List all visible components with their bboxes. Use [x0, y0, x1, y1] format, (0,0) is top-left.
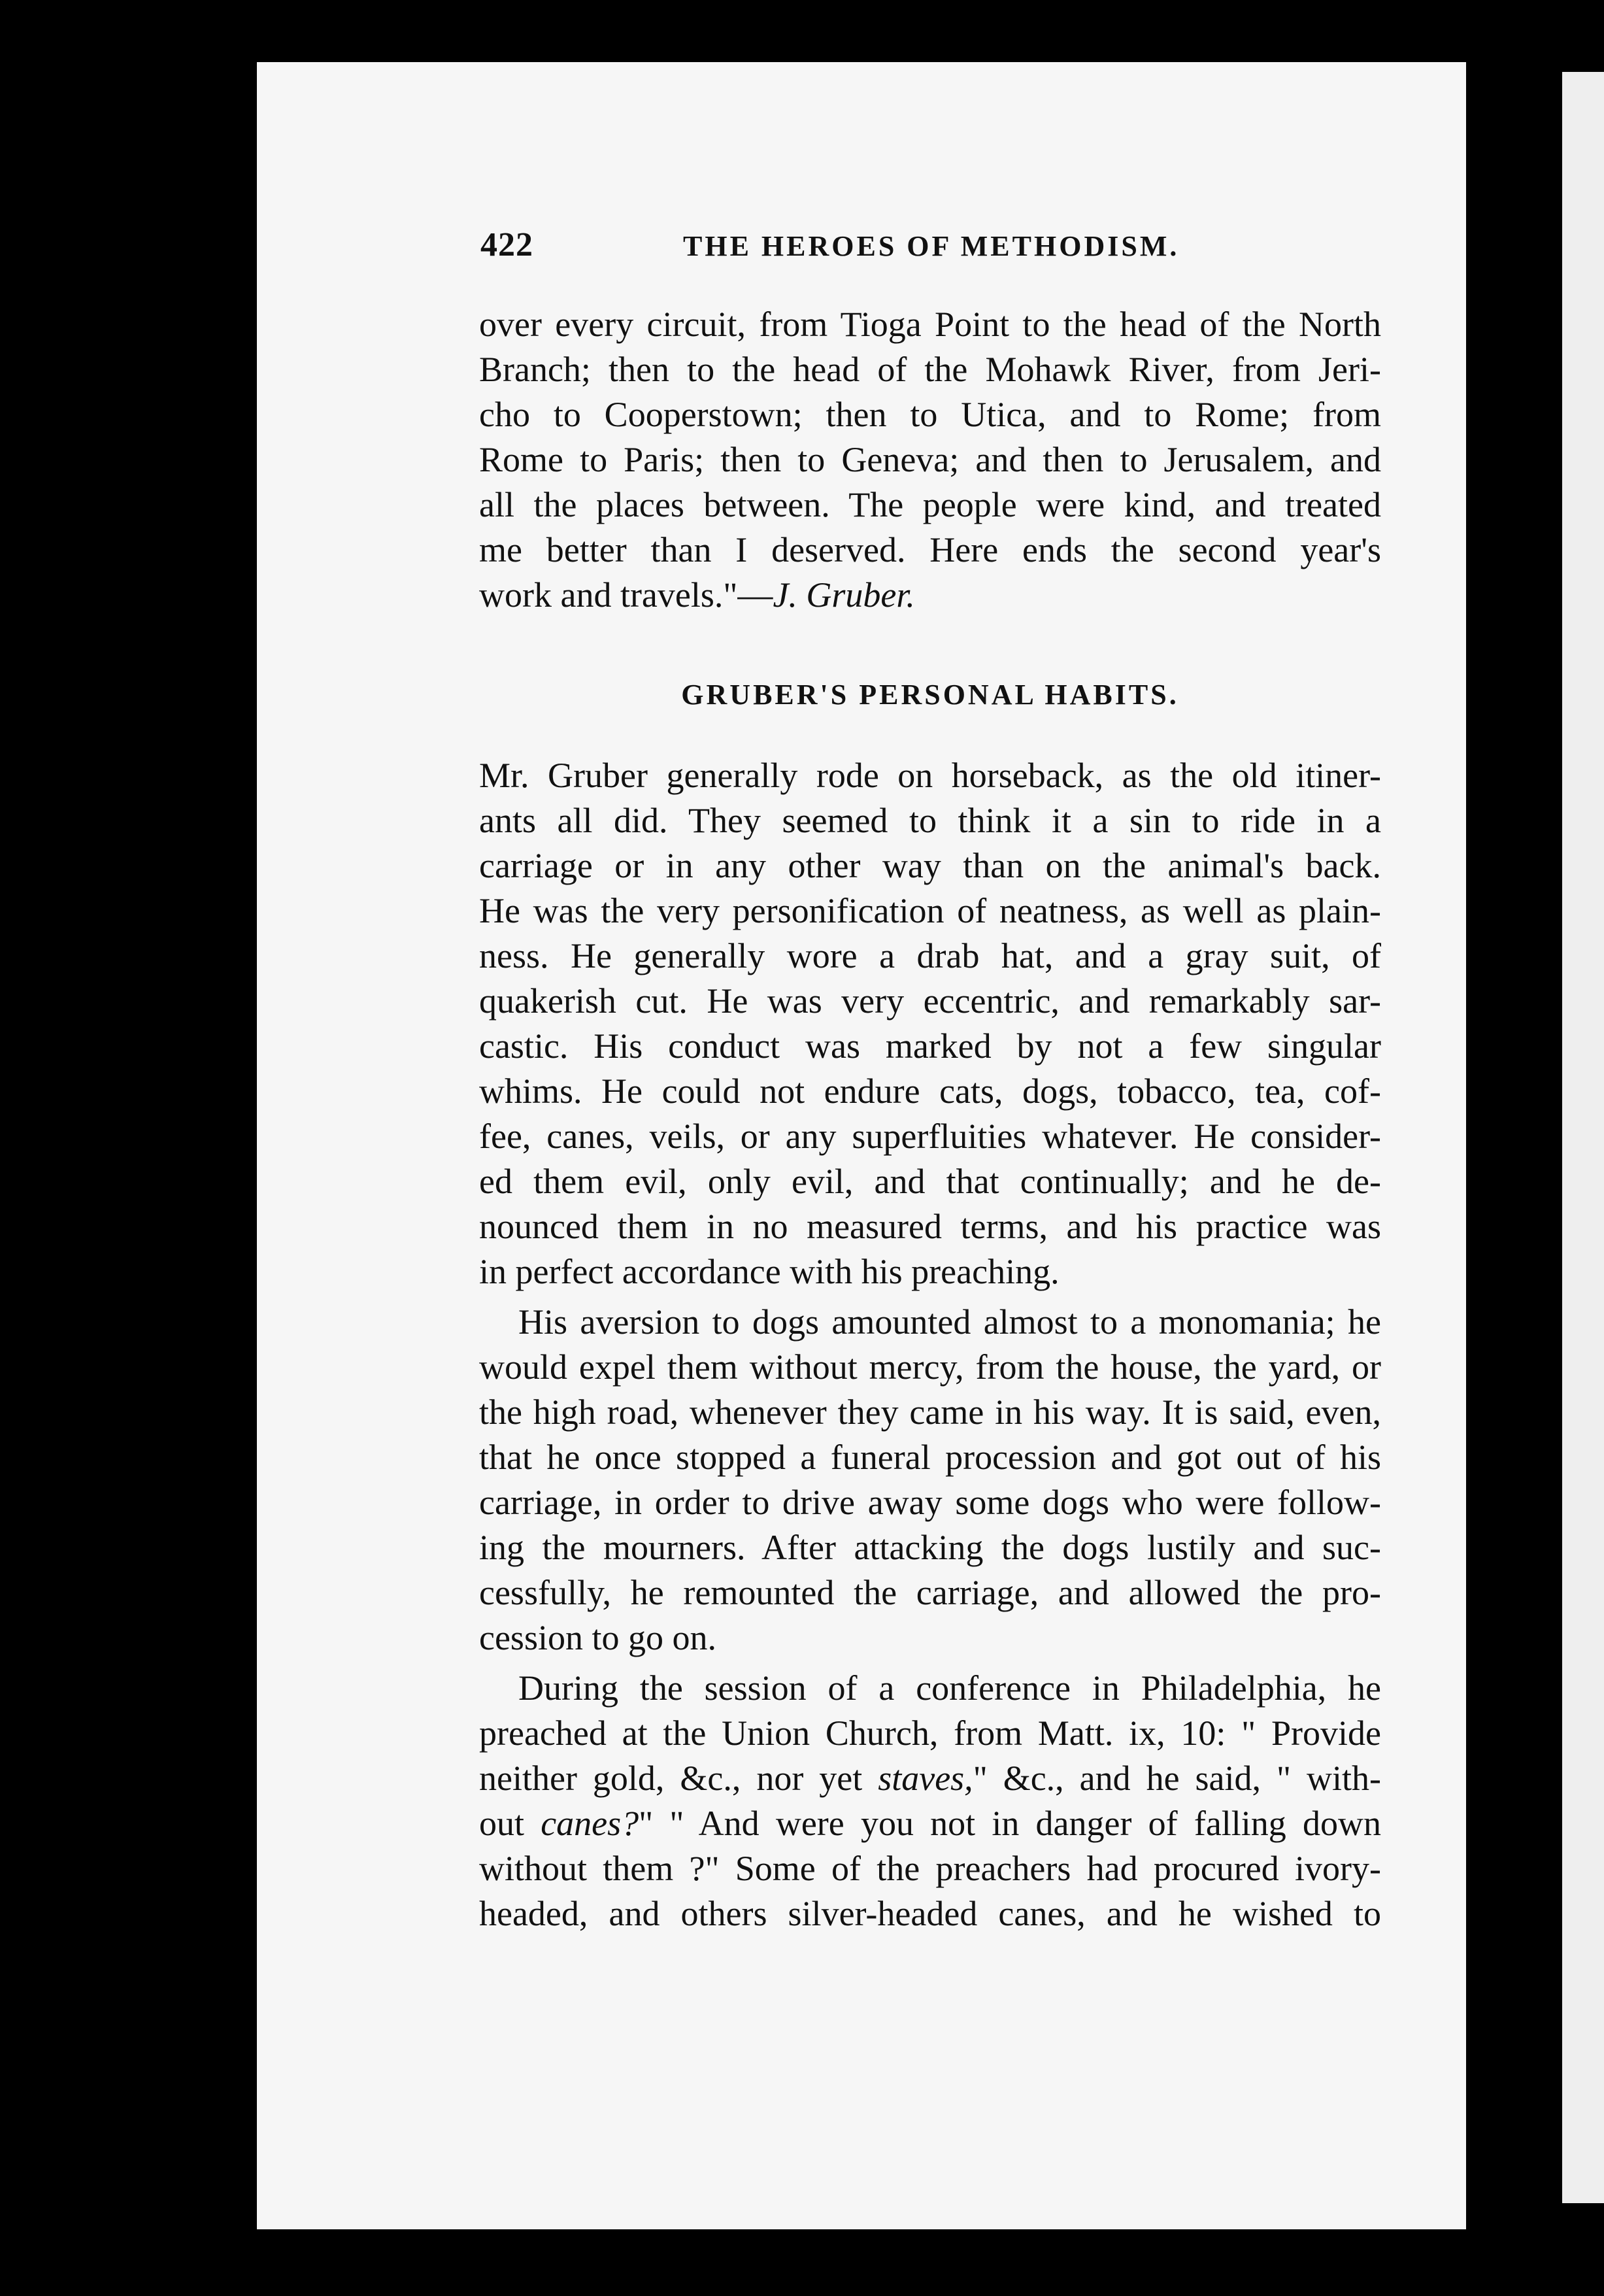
text-line: quakerish cut. He was very eccentric, and remarkably sar- [479, 981, 1381, 1021]
quote-author: J. Gruber. [773, 575, 915, 615]
body-text [479, 302, 1381, 1936]
text-line: headed, and others silver-headed canes, and he wished to [479, 1894, 1381, 1933]
text-line: carriage, in order to drive away some dogs who were follow- [479, 1483, 1381, 1522]
text-line: cessfully, he remounted the carriage, and allowed the pro- [479, 1573, 1381, 1612]
running-title: THE HEROES OF METHODISM. [683, 230, 1180, 262]
text-line: cession to go on. [479, 1618, 716, 1657]
text-line: the high road, whenever they came in his way. It is said, even, [479, 1393, 1381, 1432]
text-line: over every circuit, from Tioga Point to the head of the North [479, 305, 1381, 344]
paragraph-gap [479, 1294, 1381, 1300]
text-line: that he once stopped a funeral procession and got out of his [479, 1438, 1381, 1477]
text-line: Rome to Paris; then to Geneva; and then to Jerusalem, and [479, 440, 1381, 479]
paragraph-gap [479, 1661, 1381, 1666]
page-header [480, 226, 1379, 278]
text-segment: out [479, 1804, 541, 1843]
text-line: During the session of a conference in Philadelphia, he [518, 1668, 1381, 1708]
text-line: ing the mourners. After attacking the dogs lustily and suc- [479, 1528, 1381, 1567]
text-line: castic. His conduct was marked by not a few singular [479, 1026, 1381, 1066]
text-line: cho to Cooperstown; then to Utica, and to Rome; from [479, 395, 1381, 434]
text-line: He was the very personification of neatness, as well as plain- [479, 891, 1381, 930]
page-number: 422 [480, 226, 533, 263]
text-line [479, 573, 1381, 618]
text-segment: " " And were you not in danger of falling down [639, 1804, 1381, 1843]
text-line: His aversion to dogs amounted almost to a monomania; he [518, 1302, 1381, 1342]
text-line: all the places between. The people were kind, and treated [479, 485, 1381, 524]
text-line: whims. He could not endure cats, dogs, tobacco, tea, cof- [479, 1072, 1381, 1111]
text-line: me better than I deserved. Here ends the second year's [479, 530, 1381, 569]
section-heading: GRUBER'S PERSONAL HABITS. [681, 679, 1179, 711]
text-line: Branch; then to the head of the Mohawk River, from Jeri- [479, 350, 1381, 389]
text-segment: " &c., and he said, " with- [973, 1759, 1381, 1798]
text-line [479, 1756, 1381, 1801]
text-line: would expel them without mercy, from the house, the yard, or [479, 1347, 1381, 1387]
text-segment: neither gold, &c., nor yet [479, 1759, 878, 1798]
italic-word: canes? [541, 1804, 639, 1843]
text-line: nounced them in no measured terms, and his practice was [479, 1207, 1381, 1246]
text-line [479, 1801, 1381, 1846]
text-line: fee, canes, veils, or any superfluities whatever. He consider- [479, 1117, 1381, 1156]
text-line: carriage or in any other way than on the animal's back. [479, 846, 1381, 885]
facing-page-edge [1562, 72, 1604, 2203]
italic-word: staves, [878, 1759, 973, 1798]
text-line: ants all did. They seemed to think it a sin to ride in a [479, 801, 1381, 840]
text-line: preached at the Union Church, from Matt. ix, 10: " Provide [479, 1714, 1381, 1753]
text-line: ed them evil, only evil, and that continually; and he de- [479, 1162, 1381, 1201]
text-line: ness. He generally wore a drab hat, and a gray suit, of [479, 936, 1381, 975]
quote-end: work and travels."— [479, 575, 773, 615]
text-line: in perfect accordance with his preaching. [479, 1252, 1060, 1291]
text-line: Mr. Gruber generally rode on horseback, as the old itiner- [479, 756, 1381, 795]
text-line: without them ?" Some of the preachers had procured ivory- [479, 1849, 1381, 1888]
